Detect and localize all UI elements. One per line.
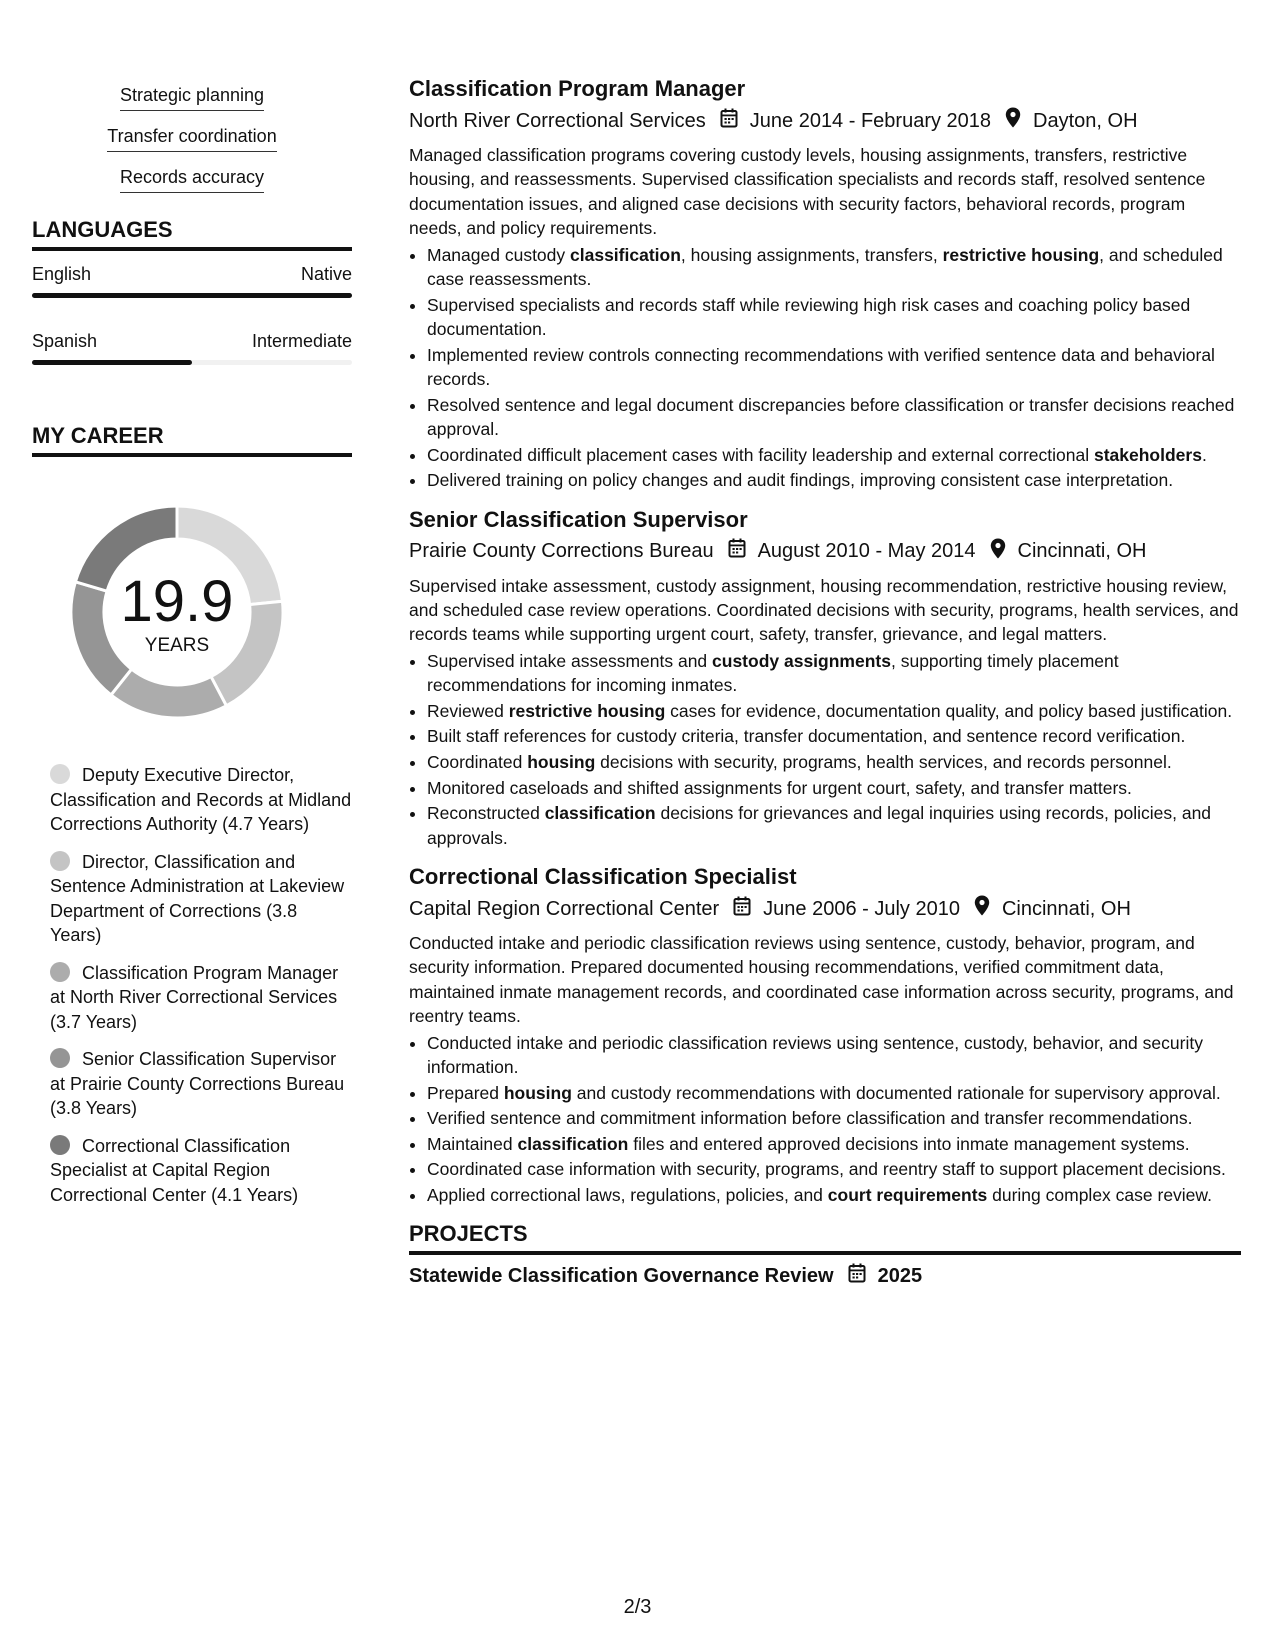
calendar-icon bbox=[728, 538, 746, 564]
job-bullet: • Supervised specialists and records staff while reviewing high risk cases and coaching policy based documentation. bbox=[427, 293, 1241, 342]
projects-heading: PROJECTS bbox=[409, 1221, 1241, 1255]
language-level-fill bbox=[32, 293, 352, 298]
job-summary: Conducted intake and periodic classification reviews using sentence, custody, behavior, program, and security information. Prepared documented housing recommendations, verified commitment data, maintained inmate management records, and coordinated case information across security, programs, and reentry teams. bbox=[409, 933, 1234, 1027]
job-bullet: • Supervised intake assessments and custody assignments, supporting timely placement recommendations for incoming inmates. bbox=[427, 649, 1241, 698]
job-bullet: • Coordinated housing decisions with security, programs, health services, and records personnel. bbox=[427, 750, 1241, 774]
experience-entry bbox=[409, 76, 1241, 493]
career-legend-label: Senior Classification Supervisor at Prairie County Corrections Bureau (3.8 Years) bbox=[50, 1049, 345, 1118]
job-company: Capital Region Correctional Center bbox=[409, 897, 720, 920]
legend-dot bbox=[50, 764, 70, 784]
job-bullets bbox=[409, 243, 1241, 493]
skill-tags bbox=[32, 84, 352, 193]
languages-heading: LANGUAGES bbox=[32, 217, 352, 251]
job-bullet: • Coordinated case information with security, programs, and reentry staff to support placement decisions. bbox=[427, 1157, 1241, 1181]
job-summary: Managed classification programs covering custody levels, housing assignments, transfers, restrictive housing, and reassessments. Supervised classification specialists and records staff, resolved sentence documentation issues, and aligned case decisions with security factors, behavioral records, program needs, and policy requirements. bbox=[409, 145, 1206, 239]
career-legend-item bbox=[50, 961, 352, 1035]
skill-tag: Transfer coordination bbox=[107, 125, 276, 152]
job-company: North River Correctional Services bbox=[409, 109, 706, 132]
job-dates: August 2010 - May 2014 bbox=[757, 540, 976, 563]
job-bullets bbox=[409, 1031, 1241, 1208]
job-bullet: • Maintained classification files and entered approved decisions into inmate management systems. bbox=[427, 1132, 1241, 1156]
job-title: Correctional Classification Specialist bbox=[409, 864, 797, 890]
job-bullet: • Monitored caseloads and shifted assignments for urgent court, safety, and transfer matters. bbox=[427, 776, 1241, 800]
career-donut-chart bbox=[62, 497, 292, 727]
skill-tag: Records accuracy bbox=[120, 166, 264, 193]
career-section bbox=[32, 423, 352, 1207]
map-pin-icon bbox=[974, 895, 990, 922]
job-bullet: • Reviewed restrictive housing cases for evidence, documentation quality, and policy based justification. bbox=[427, 699, 1241, 723]
legend-dot bbox=[50, 962, 70, 982]
career-legend-label: Director, Classification and Sentence Administration at Lakeview Department of Corrections (3.8 Years) bbox=[50, 851, 345, 945]
language-level-bar bbox=[32, 360, 352, 365]
career-legend-item bbox=[50, 1134, 352, 1208]
calendar-icon bbox=[733, 896, 751, 922]
job-company: Prairie County Corrections Bureau bbox=[409, 540, 714, 563]
job-bullet: • Delivered training on policy changes and audit findings, improving consistent case interpretation. bbox=[427, 468, 1241, 492]
job-location: Dayton, OH bbox=[1033, 109, 1138, 132]
job-bullet: • Coordinated difficult placement cases with facility leadership and external correctional stakeholders. bbox=[427, 443, 1241, 467]
career-legend-item bbox=[50, 1047, 352, 1121]
page-number: 2/3 bbox=[623, 1596, 652, 1618]
projects-section bbox=[409, 1221, 1241, 1289]
languages-section bbox=[32, 217, 352, 365]
job-meta bbox=[409, 107, 1241, 134]
experience-entry bbox=[409, 507, 1241, 850]
job-meta bbox=[409, 538, 1241, 565]
career-total-years: 19.9 bbox=[120, 569, 234, 634]
career-legend-label: Deputy Executive Director, Classification and Records at Midland Corrections Authority (4.7 Years) bbox=[50, 765, 352, 834]
main-content bbox=[409, 76, 1241, 1289]
career-legend-label: Classification Program Manager at North River Correctional Services (3.7 Years) bbox=[50, 962, 339, 1032]
language-level: Native bbox=[300, 264, 352, 284]
job-bullet: • Resolved sentence and legal document discrepancies before classification or transfer decisions reached approval. bbox=[427, 393, 1241, 442]
career-heading: MY CAREER bbox=[32, 423, 352, 457]
job-title: Classification Program Manager bbox=[409, 76, 746, 101]
legend-dot bbox=[50, 1048, 70, 1068]
language-level-bar bbox=[32, 293, 352, 298]
language-name: Spanish bbox=[32, 331, 98, 351]
project-year: 2025 bbox=[877, 1265, 923, 1288]
job-bullet: • Built staff references for custody criteria, transfer documentation, and sentence record verification. bbox=[427, 724, 1241, 748]
career-legend-item bbox=[50, 763, 352, 837]
calendar-icon bbox=[848, 1263, 866, 1289]
language-level: Intermediate bbox=[251, 331, 352, 351]
experience-list bbox=[409, 76, 1241, 1207]
job-meta bbox=[409, 895, 1241, 922]
job-bullet: • Prepared housing and custody recommendations with documented rationale for supervisory approval. bbox=[427, 1081, 1241, 1105]
language-name: English bbox=[32, 264, 92, 284]
project-item bbox=[409, 1263, 1241, 1289]
job-location: Cincinnati, OH bbox=[1001, 897, 1131, 920]
experience-entry bbox=[409, 864, 1241, 1207]
job-bullet: • Implemented review controls connecting recommendations with verified sentence data and behavioral records. bbox=[427, 343, 1241, 392]
job-dates: June 2014 - February 2018 bbox=[749, 109, 992, 132]
skill-tag: Strategic planning bbox=[120, 84, 264, 111]
calendar-icon bbox=[720, 108, 738, 134]
map-pin-icon bbox=[990, 538, 1006, 565]
project-title: Statewide Classification Governance Review bbox=[409, 1265, 834, 1288]
sidebar bbox=[32, 84, 352, 1220]
legend-dot bbox=[50, 851, 70, 871]
language-level-fill bbox=[32, 360, 192, 365]
job-bullet: • Managed custody classification, housing assignments, transfers, restrictive housing, and scheduled case reassessments. bbox=[427, 243, 1241, 292]
donut-segment bbox=[111, 669, 226, 718]
donut-center bbox=[62, 571, 292, 657]
career-legend-label: Correctional Classification Specialist at Capital Region Correctional Center (4.1 Years) bbox=[50, 1135, 299, 1205]
language-row bbox=[32, 263, 352, 298]
job-bullet: • Applied correctional laws, regulations, policies, and court requirements during complex case review. bbox=[427, 1183, 1241, 1207]
career-total-unit: YEARS bbox=[144, 635, 210, 656]
language-row bbox=[32, 330, 352, 365]
career-legend-item bbox=[50, 850, 352, 948]
job-dates: June 2006 - July 2010 bbox=[763, 897, 960, 920]
map-pin-icon bbox=[1005, 107, 1021, 134]
job-bullet: • Verified sentence and commitment information before classification and transfer recommendations. bbox=[427, 1106, 1241, 1130]
job-bullet: • Conducted intake and periodic classification reviews using sentence, custody, behavior, and security information. bbox=[427, 1031, 1241, 1080]
job-summary: Supervised intake assessment, custody assignment, housing recommendation, restrictive housing review, and scheduled case review operations. Coordinated decisions with security, programs, health services, and records teams while supporting urgent court, safety, transfer, grievance, and legal matters. bbox=[409, 575, 1239, 645]
job-bullets bbox=[409, 649, 1241, 850]
legend-dot bbox=[50, 1135, 70, 1155]
job-location: Cincinnati, OH bbox=[1017, 540, 1147, 563]
career-legend bbox=[32, 763, 352, 1207]
job-title: Senior Classification Supervisor bbox=[409, 506, 748, 532]
job-bullet: • Reconstructed classification decisions for grievances and legal inquiries using records, policies, and approvals. bbox=[427, 801, 1241, 850]
